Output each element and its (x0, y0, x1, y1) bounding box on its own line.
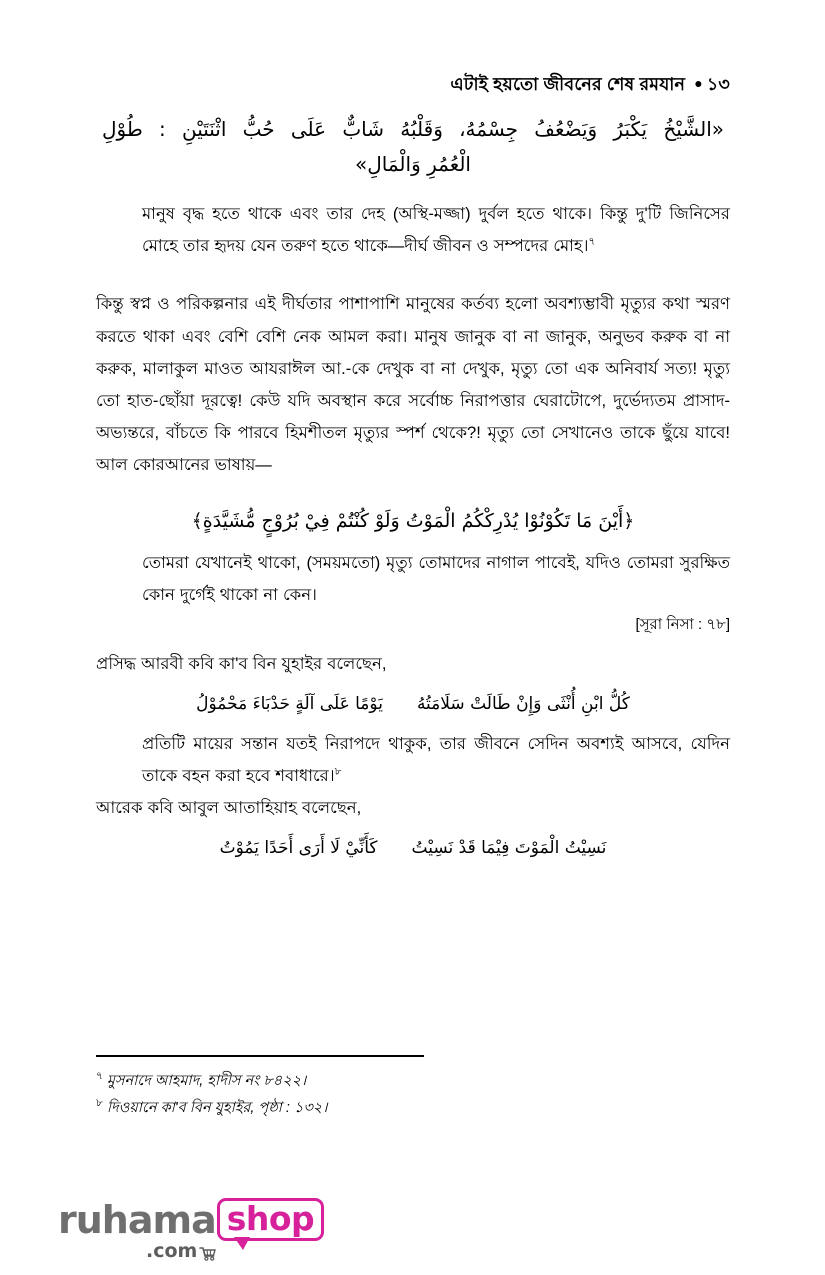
logo-wordmark (58, 1197, 324, 1262)
poet-one-intro: প্রসিদ্ধ আরবী কবি কা'ব বিন যুহাইর বলেছেন, (96, 654, 387, 673)
hadith-translation-block (142, 198, 730, 262)
logo-speech-bubble (217, 1198, 324, 1241)
quran-verse-text: أَيْنَ مَا تَكُوْنُوْا يُدْرِكْكُمُ الْمَوْتُ وَلَوْ كُنْتُمْ فِيْ بُرُوْجٍ مُّشَيَّدَةٍ (202, 510, 624, 533)
footnote-item (96, 1068, 730, 1095)
footnote-ref-8: ৮ (334, 765, 342, 778)
publisher-logo[interactable] (58, 1198, 324, 1262)
footnote-item (96, 1095, 730, 1122)
ayah-ornament-close: ﴾ (191, 510, 203, 533)
header-bullet-separator: ● (694, 75, 703, 91)
hadith-arabic-line-2: الْعُمُرِ وَالْمَالِ» (355, 152, 471, 176)
poet-one-hemistich-2: يَوْمًا عَلَى آلَةٍ حَدْبَاءَ مَحْمُوْلُ (196, 694, 383, 715)
quran-verse-arabic (96, 505, 730, 538)
shopping-cart-icon (199, 1246, 216, 1261)
hadith-translation-text: মানুষ বৃদ্ধ হতে থাকে এবং তার দেহ (অস্থি-মজ্জা) দুর্বল হতে থাকে। কিন্তু দু'টি জিনিসের মোহে তার হৃদয় যেন তরুণ হতে থাকে—দীর্ঘ জীবন ও সম্পদের মোহ। (142, 205, 730, 256)
footnote-text: দিওয়ানে কা'ব বিন যুহাইর, পৃষ্ঠা : ১৩২। (106, 1099, 328, 1116)
running-header (96, 72, 730, 101)
footnote-area (96, 1055, 730, 1122)
footnote-ref-7: ৭ (588, 235, 596, 248)
logo-domain-suffix: .com (146, 1240, 198, 1262)
hadith-arabic-block (96, 112, 730, 182)
poet-one-hemistich-1: كُلُّ ابْنِ أُنْثَى وَإِنْ طَالَتْ سَلَامَتُهُ (416, 694, 630, 715)
poet-one-arabic (96, 690, 730, 720)
logo-primary-word: ruhama (58, 1197, 216, 1242)
poet-two-hemistich-1: نَسِيْتُ الْمَوْتَ فِيْمَا قَدْ نَسِيْتُ (411, 838, 607, 859)
footnote-marker: ৮ (96, 1096, 103, 1109)
quran-translation-block: তোমরা যেখানেই থাকো, (সময়মতো) মৃত্যু তোমাদের নাগাল পাবেই, যদিও তোমরা সুরক্ষিত কোন দুর্গেই থাকো না কেন। (142, 553, 730, 604)
poet-two-arabic (96, 834, 730, 864)
logo-domain-row (146, 1242, 216, 1261)
footnote-separator-rule (96, 1055, 424, 1057)
footnote-text: মুসনাদে আহমাদ, হাদীস নং ৮৪২২। (106, 1073, 307, 1089)
ayah-ornament-open: ﴿ (623, 510, 635, 533)
footnote-marker: ৭ (96, 1070, 103, 1083)
poet-two-intro: আরেক কবি আবুল আতাহিয়াহ বলেছেন, (96, 799, 362, 818)
page-content (96, 112, 730, 872)
poet-two-hemistich-2: كَأَنِّيْ لَا أَرَى أَحَدًا يَمُوْتُ (219, 838, 378, 859)
main-paragraph: কিন্তু স্বপ্ন ও পরিকল্পনার এই দীর্ঘতার পাশাপাশি মানুষের কর্তব্য হলো অবশ্যম্ভাবী মৃত্যুর কথা স্মরণ করতে থাকা এবং বেশি বেশি নেক আমল করা। মানুষ জানুক বা না জানুক, অনুভব করুক বা না করুক, মালাকুল মাওত আযরাঈল আ.-কে দেখুক বা না দেখুক, মৃত্যু তো এক অনিবার্য সত্য! মৃত্যু তো হাত-ছোঁয়া দূরত্বে! কেউ যদি অবস্থান করে সর্বোচ্চ নিরাপত্তার ঘেরাটোপে, দুর্ভেদ্যতম প্রাসাদ-অভ্যন্তরে, বাঁচতে কি পারবে হিমশীতল মৃত্যুর স্পর্শ থেকে?! মৃত্যু তো সেখানেও তাকে ছুঁয়ে যাবে! আল কোরআনের ভাষায়— (96, 295, 730, 475)
quran-reference: [সূরা নিসা : ৭৮] (635, 615, 730, 633)
page-number: ১৩ (706, 74, 730, 94)
running-header-title: এটাই হয়তো জীবনের শেষ রমযান (450, 74, 686, 94)
speech-bubble-tail-icon (234, 1237, 250, 1250)
hadith-arabic-line-1: «الشَّيْخُ يَكْبَرُ وَيَضْعُفُ جِسْمُهُ، وَقَلْبُهُ شَابٌّ عَلَى حُبُّ اثْنَتَيْنِ : طُوْلِ (102, 117, 724, 141)
poet-one-translation-text: প্রতিটি মায়ের সন্তান যতই নিরাপদে থাকুক, তার জীবনে সেদিন অবশ্যই আসবে, যেদিন তাকে বহন করা হবে শবাধারে। (142, 734, 730, 786)
logo-bubble-word: shop (226, 1199, 315, 1238)
poet-one-translation-block (142, 728, 730, 792)
